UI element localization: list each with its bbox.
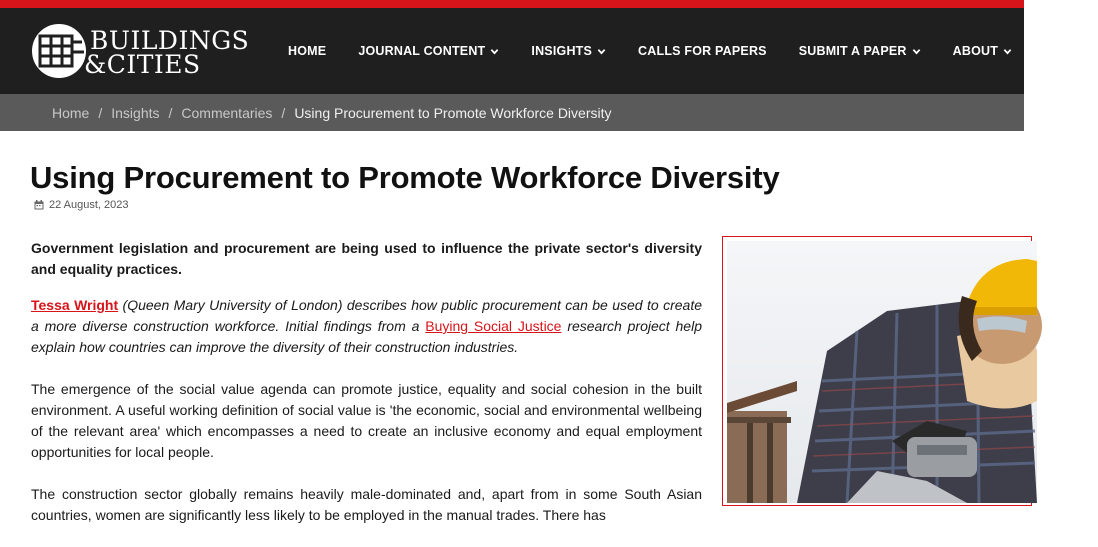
chevron-down-icon: [490, 47, 499, 56]
main-navigation: [272, 8, 1098, 94]
article-paragraph: The emergence of the social value agenda can promote justice, equality and social cohesion in the built environment. A useful working definition of social value is 'the economic, social and environmental wellbeing of the relevant area' which encompasses a need to create an inclusive economy and equal employment opportunities for local people.: [31, 381, 702, 460]
chevron-down-icon: [912, 47, 921, 56]
publish-date-text: 22 August, 2023: [49, 199, 129, 211]
logo-text-cities: &CITIES: [84, 50, 201, 79]
intro-text-part1: (Queen Mary University of London) describes how public procurement can be used to create a more diverse construction workforce. Initial findings from a: [31, 297, 702, 334]
breadcrumb-separator: /: [168, 104, 173, 121]
nav-insights-label: INSIGHTS: [531, 44, 593, 58]
nav-journal-content-label: JOURNAL CONTENT: [358, 44, 486, 58]
nav-home-label: HOME: [288, 44, 327, 58]
breadcrumb-current: Using Procurement to Promote Workforce Diversity: [294, 104, 612, 121]
article-paragraph: The construction sector globally remains heavily male-dominated and, apart from in some South Asian countries, women are significantly less likely to be employed in the manual trades. There has: [31, 486, 702, 523]
breadcrumb-separator: /: [281, 104, 286, 121]
intro-text-part2: research project help explain how countries can improve the diversity of their construction industries.: [31, 318, 702, 355]
construction-worker-photo: [727, 241, 1037, 503]
breadcrumb-separator: /: [98, 104, 103, 121]
nav-about-label: ABOUT: [952, 44, 999, 58]
nav-submit-a-paper-label: SUBMIT A PAPER: [798, 44, 907, 58]
breadcrumb: [0, 94, 1024, 131]
article-intro: [31, 295, 702, 358]
chevron-down-icon: [597, 47, 606, 56]
buying-social-justice-link[interactable]: Buying Social Justice: [425, 318, 562, 334]
calendar-icon: [34, 200, 44, 210]
nav-submit-a-paper[interactable]: [783, 44, 937, 58]
nav-journal-content[interactable]: [342, 44, 515, 58]
site-header: [0, 8, 1083, 94]
nav-insights[interactable]: [515, 44, 622, 58]
nav-about[interactable]: [937, 44, 1028, 58]
publish-date: [34, 199, 129, 211]
nav-latest-chinese-label: 最新同: [1044, 45, 1083, 59]
logo-emblem-icon: [30, 22, 88, 80]
author-link[interactable]: Tessa Wright: [31, 297, 119, 313]
chevron-down-icon: [1003, 47, 1012, 56]
top-accent-bar: [0, 0, 1024, 8]
article-body: [31, 238, 702, 547]
nav-calls-for-papers-label: CALLS FOR PAPERS: [638, 44, 767, 58]
nav-home[interactable]: [272, 44, 342, 58]
breadcrumb-commentaries[interactable]: Commentaries: [181, 104, 273, 121]
logo-text-buildings: BUILDINGS: [90, 26, 250, 55]
site-logo[interactable]: [30, 22, 250, 82]
article-lead: Government legislation and procurement are being used to influence the private sector's diversity and equality practices.: [31, 240, 702, 277]
nav-calls-for-papers[interactable]: [622, 44, 783, 58]
page-title: Using Procurement to Promote Workforce Diversity: [30, 160, 780, 195]
nav-latest-chinese[interactable]: [1028, 42, 1098, 60]
breadcrumb-insights[interactable]: Insights: [111, 104, 160, 121]
breadcrumb-home[interactable]: Home: [52, 104, 90, 121]
article-image: [722, 236, 1032, 506]
